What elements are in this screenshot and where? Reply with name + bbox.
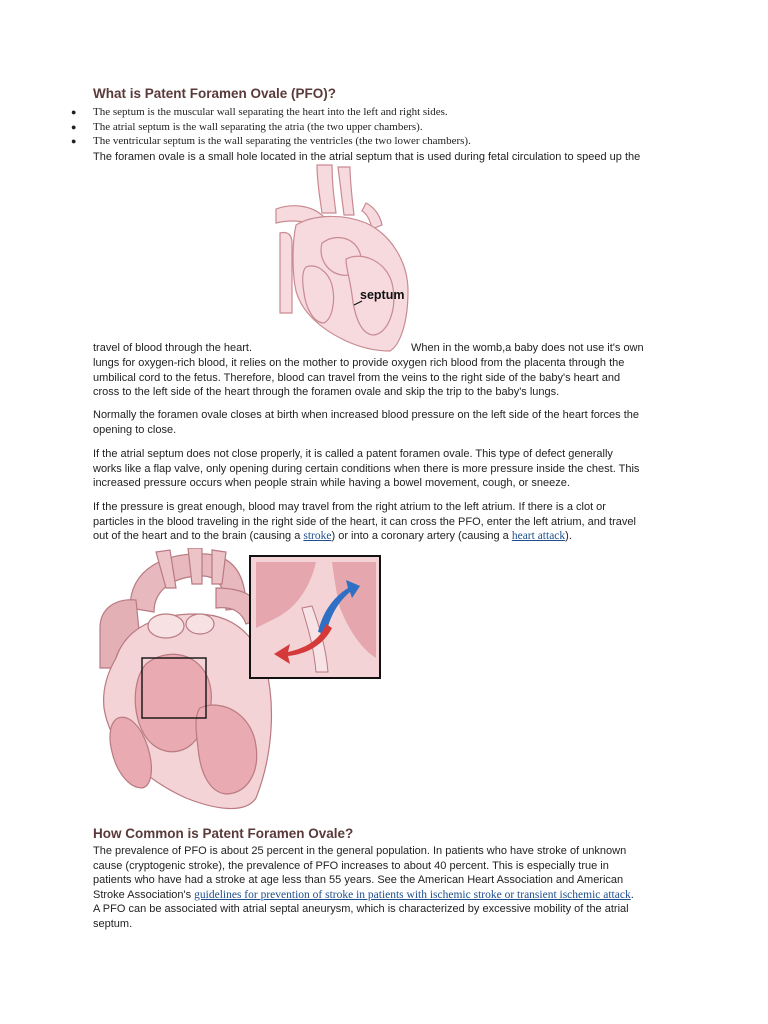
paragraph-1-start: travel of blood through the heart. bbox=[93, 342, 252, 354]
paragraph-2: Normally the foramen ovale closes at birth when increased blood pressure on the left side of the heart forces the opening to close. bbox=[93, 409, 640, 436]
list-item: ● The atrial septum is the wall separating the atria (the two upper chambers). bbox=[71, 120, 423, 133]
paragraph-3: If the atrial septum does not close properly, it is called a patent foramen ovale. This type of defect generally works like a flap valve, only opening during certain conditions when there is more pressure inside the chest. This increased pressure occurs when people strain while having a bowel movement, cough, or sneeze. bbox=[93, 448, 640, 489]
guidelines-link[interactable]: guidelines for prevention of stroke in patients with ischemic stroke or transient ischemic attack bbox=[194, 888, 631, 901]
septum-label: septum bbox=[360, 288, 405, 302]
bullet-icon: ● bbox=[71, 107, 77, 117]
paragraph-4-last-line: out of the heart and to the brain (causing a stroke) or into a coronary artery (causing a heart attack). bbox=[93, 530, 572, 542]
bullet-icon: ● bbox=[71, 136, 77, 146]
heart-attack-link[interactable]: heart attack bbox=[511, 530, 566, 542]
paragraph-1-right: When in the womb,a baby does not use it's own bbox=[411, 342, 644, 354]
bullet-list bbox=[71, 105, 733, 149]
intro-line: The foramen ovale is a small hole located in the atrial septum that is used during fetal circulation to speed up the bbox=[93, 151, 641, 163]
list-item: ● The ventricular septum is the wall separating the ventricles (the two lower chambers). bbox=[71, 135, 471, 147]
prevalence-last-line: Stroke Association's guidelines for prevention of stroke in patients with ischemic stroke or transient ischemic attack. bbox=[93, 888, 634, 901]
heart-septum-illustration bbox=[262, 163, 414, 353]
pfo-heart-illustration bbox=[96, 548, 386, 816]
section-title-what-is-pfo: What is Patent Foramen Ovale (PFO)? bbox=[93, 86, 337, 101]
paragraph-4: If the pressure is great enough, blood may travel from the right atrium to the left atrium. If there is a clot or particles in the blood traveling in the right side of the heart, it can cross the PFO, enter the left atrium, and travel out of the heart and to the brain (causing a stroke) or into a coronary artery (causing a heart attack). bbox=[93, 500, 693, 544]
stroke-link[interactable]: stroke bbox=[303, 530, 332, 542]
list-item: ● The septum is the muscular wall separating the heart into the left and right sides. bbox=[71, 106, 448, 118]
bullet-icon: ● bbox=[71, 121, 77, 132]
paragraph-1: lungs for oxygen-rich blood, it relies on the mother to provide oxygen rich blood from the placenta through the umbilical cord to the fetus. Therefore, blood can travel from the veins to the right side of the baby's heart and cross to the left side of the heart through the foramen ovale and skip the trip to the baby's lungs. bbox=[93, 357, 625, 398]
paragraph-prevalence: The prevalence of PFO is about 25 percent in the general population. In patients who have stroke of unknown cause (cryptogenic stroke), the prevalence of PFO increases to about 40 percent. This is especially true in patients who have had a stroke at age less than 55 years. See the American Heart Association and American Stroke Association's guidelines for prevention of stroke in patients with ischemic stroke or transient ischemic attack. A PFO can be associated with atrial septal aneurysm, which is characterized by excessive mobility of the atrial septum. bbox=[93, 844, 693, 931]
section-title-how-common: How Common is Patent Foramen Ovale? bbox=[93, 826, 354, 841]
